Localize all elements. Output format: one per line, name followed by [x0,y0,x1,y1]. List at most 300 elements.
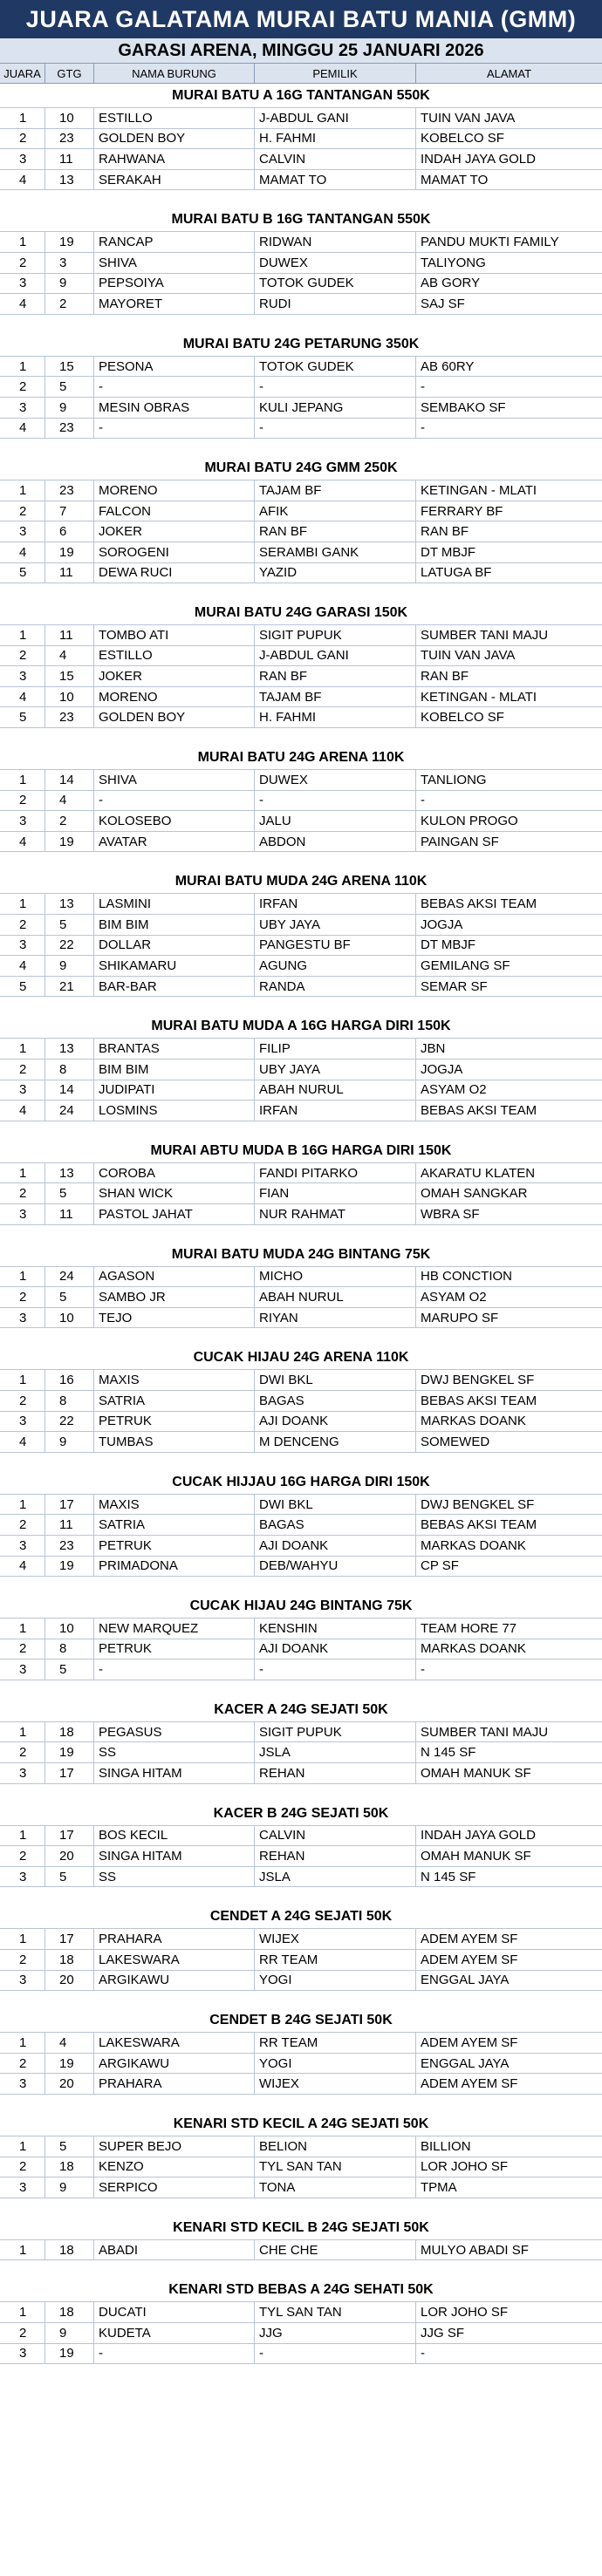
bird-name-cell: - [94,2344,255,2364]
table-row [0,2323,602,2344]
bird-name-cell: MAXIS [94,1495,255,1515]
owner-cell: PANGESTU BF [255,936,416,956]
gtg-cell: 23 [45,1536,94,1556]
owner-cell: BAGAS [255,1515,416,1535]
rank-cell: 1 [0,2302,45,2322]
address-cell: DT MBJF [421,544,476,560]
bird-name-cell: - [94,377,255,397]
table-row [0,1659,602,1680]
results-section [0,601,602,728]
address-cell: ASYAM O2 [421,1082,487,1098]
bird-name-cell: AGASON [94,1267,255,1287]
bird-name-cell: JUDIPATI [94,1080,255,1101]
gtg-cell: 5 [45,1183,94,1203]
gtg-cell: 24 [45,1267,94,1287]
rank-cell: 2 [0,1846,45,1866]
bird-name-cell: SERAKAH [94,170,255,190]
rank-cell: 2 [0,501,45,521]
gtg-cell: 5 [45,1659,94,1680]
rank-cell: 5 [0,977,45,997]
address-cell: PANDU MUKTI FAMILY [421,235,559,250]
address-cell: TPMA [421,2179,457,2195]
address-cell: LOR JOHO SF [421,2159,509,2175]
address-cell: KULON PROGO [421,814,518,829]
table-row [0,1950,602,1971]
address-cell: CP SF [421,1558,459,1574]
address-cell: BEBAS AKSI TEAM [421,1517,537,1533]
gtg-cell: 10 [45,108,94,128]
results-table [0,356,602,439]
rank-cell: 2 [0,1183,45,1203]
address-cell: HB CONCTION [421,1269,512,1285]
address-cell: BEBAS AKSI TEAM [421,1393,537,1408]
address-cell: N 145 SF [421,1869,476,1884]
rank-cell: 3 [0,1659,45,1680]
rank-cell: 1 [0,770,45,790]
address-cell: DWJ BENGKEL SF [421,1496,535,1512]
table-row [0,2033,602,2054]
address-cell: MARUPO SF [421,1310,499,1325]
owner-cell: DWI BKL [255,1370,416,1390]
gtg-cell: 4 [45,2033,94,2053]
table-row [0,1742,602,1763]
address-cell: TUIN VAN JAVA [421,110,516,126]
address-cell: FERRARY BF [421,503,503,519]
bird-name-cell: TUMBAS [94,1432,255,1452]
table-row [0,2074,602,2095]
results-section [0,1698,602,1784]
rank-cell: 2 [0,1742,45,1762]
rank-cell: 1 [0,894,45,914]
rank-cell: 3 [0,398,45,418]
results-section [0,1243,602,1329]
gtg-cell: 13 [45,170,94,190]
rank-cell: 4 [0,956,45,976]
address-cell: GEMILANG SF [421,958,510,974]
address-cell: BEBAS AKSI TEAM [421,896,537,912]
bird-name-cell: GOLDEN BOY [94,707,255,727]
rank-cell: 3 [0,2177,45,2198]
bird-name-cell: SERPICO [94,2177,255,2198]
results-section [0,208,602,314]
gtg-cell: 24 [45,1101,94,1121]
results-table [0,1494,602,1577]
table-row [0,542,602,563]
bird-name-cell: BAR-BAR [94,977,255,997]
rank-cell: 5 [0,707,45,727]
rank-cell: 1 [0,480,45,501]
rank-cell: 2 [0,915,45,935]
rank-cell: 2 [0,791,45,811]
results-section [0,456,602,583]
table-row [0,1101,602,1121]
gtg-cell: 23 [45,419,94,439]
gtg-cell: 14 [45,1080,94,1101]
owner-cell: DUWEX [255,253,416,273]
rank-cell: 3 [0,2344,45,2364]
bird-name-cell: - [94,419,255,439]
column-header-nama-burung: NAMA BURUNG [94,64,255,83]
bird-name-cell: PETRUK [94,1412,255,1432]
rank-cell: 1 [0,1495,45,1515]
bird-name-cell: JOKER [94,666,255,686]
rank-cell: 1 [0,108,45,128]
column-header-pemilik: PEMILIK [255,64,416,83]
table-row [0,1722,602,1743]
address-cell: DWJ BENGKEL SF [421,1373,535,1388]
table-row [0,956,602,977]
bird-name-cell: LAKESWARA [94,1950,255,1970]
gtg-cell: 18 [45,2302,94,2322]
owner-cell: RAN BF [255,521,416,542]
table-row [0,480,602,501]
table-row [0,1867,602,1888]
owner-cell: TAJAM BF [255,480,416,501]
results-table [0,2239,602,2261]
rank-cell: 1 [0,232,45,252]
section-title: MURAI BATU B 16G TANTANGAN 550K [171,212,431,228]
results-table [0,480,602,583]
address-cell: ADEM AYEM SF [421,1952,518,1967]
gtg-cell: 13 [45,894,94,914]
gtg-cell: 15 [45,666,94,686]
address-cell: JOGJA [421,1061,463,1077]
table-row [0,1495,602,1516]
owner-cell: H. FAHMI [255,129,416,149]
address-cell: N 145 SF [421,1745,476,1761]
results-section [0,332,602,439]
owner-cell: - [255,2344,416,2364]
rank-cell: 3 [0,1867,45,1887]
address-cell: BEBAS AKSI TEAM [421,1102,537,1118]
gtg-cell: 9 [45,2323,94,2343]
results-table [0,1721,602,1784]
bird-name-cell: SATRIA [94,1391,255,1411]
bird-name-cell: LOSMINS [94,1101,255,1121]
rank-cell: 1 [0,625,45,645]
table-row [0,501,602,522]
gtg-cell: 23 [45,707,94,727]
rank-cell: 4 [0,832,45,852]
results-table [0,107,602,190]
section-title: MURAI BATU 24G ARENA 110K [197,750,405,766]
address-cell: DT MBJF [421,937,476,953]
section-title: CUCAK HIJJAU 16G HARGA DIRI 150K [172,1474,430,1489]
bird-name-cell: MORENO [94,480,255,501]
results-section [0,1139,602,1225]
table-row [0,1826,602,1847]
rank-cell: 4 [0,542,45,562]
owner-cell: DUWEX [255,770,416,790]
gtg-cell: 15 [45,357,94,377]
bird-name-cell: RANCAP [94,232,255,252]
owner-cell: BELION [255,2136,416,2157]
bird-name-cell: MAYORET [94,294,255,314]
bird-name-cell: ARGIKAWU [94,1971,255,1991]
results-table [0,1038,602,1121]
address-cell: MARKAS DOANK [421,1641,526,1657]
bird-name-cell: ARGIKAWU [94,2054,255,2074]
rank-cell: 1 [0,2240,45,2260]
address-cell: MULYO ABADI SF [421,2242,529,2258]
owner-cell: - [255,419,416,439]
owner-cell: RAN BF [255,666,416,686]
rank-cell: 3 [0,1763,45,1783]
table-row [0,357,602,378]
gtg-cell: 2 [45,811,94,831]
rank-cell: 3 [0,1412,45,1432]
table-row [0,1060,602,1080]
gtg-cell: 7 [45,501,94,521]
owner-cell: TYL SAN TAN [255,2302,416,2322]
results-section [0,1594,602,1680]
bird-name-cell: PRAHARA [94,2074,255,2094]
rank-cell: 2 [0,2157,45,2177]
table-row [0,1432,602,1453]
rank-cell: 2 [0,2054,45,2074]
address-cell: - [421,793,425,808]
table-row [0,936,602,957]
table-row [0,170,602,191]
rank-cell: 1 [0,1267,45,1287]
address-cell: MARKAS DOANK [421,1537,526,1553]
bird-name-cell: SATRIA [94,1515,255,1535]
results-section [0,746,602,852]
owner-cell: WIJEX [255,1929,416,1949]
results-section [0,1905,602,1991]
bird-name-cell: TEJO [94,1308,255,1328]
owner-cell: JJG [255,2323,416,2343]
owner-cell: IRFAN [255,1101,416,1121]
gtg-cell: 19 [45,1557,94,1577]
gtg-cell: 9 [45,274,94,294]
address-cell: INDAH JAYA GOLD [421,151,536,167]
address-cell: RAN BF [421,669,469,685]
table-row [0,2344,602,2365]
owner-cell: SIGIT PUPUK [255,1722,416,1742]
address-cell: LATUGA BF [421,565,492,581]
rank-cell: 3 [0,1308,45,1328]
rank-cell: 2 [0,1287,45,1307]
bird-name-cell: SHIKAMARU [94,956,255,976]
column-header-gtg: GTG [45,64,94,83]
owner-cell: J-ABDUL GANI [255,108,416,128]
bird-name-cell: JOKER [94,521,255,542]
owner-cell: UBY JAYA [255,1060,416,1080]
table-row [0,2177,602,2198]
table-row [0,1267,602,1288]
owner-cell: KENSHIN [255,1619,416,1639]
page-subtitle: GARASI ARENA, MINGGU 25 JANUARI 2026 [0,38,602,64]
results-table [0,1266,602,1329]
address-cell: PAINGAN SF [421,834,499,849]
owner-cell: AFIK [255,501,416,521]
rank-cell: 4 [0,1101,45,1121]
address-cell: OMAH MANUK SF [421,1765,531,1781]
owner-cell: ABDON [255,832,416,852]
bird-name-cell: SOROGENI [94,542,255,562]
gtg-cell: 8 [45,1391,94,1411]
gtg-cell: 17 [45,1495,94,1515]
gtg-cell: 5 [45,1867,94,1887]
owner-cell: AJI DOANK [255,1536,416,1556]
gtg-cell: 13 [45,1039,94,1059]
bird-name-cell: KUDETA [94,2323,255,2343]
table-row [0,1080,602,1101]
owner-cell: AJI DOANK [255,1639,416,1659]
bird-name-cell: BIM BIM [94,1060,255,1080]
owner-cell: RIYAN [255,1308,416,1328]
results-table [0,1928,602,1991]
owner-cell: FILIP [255,1039,416,1059]
results-section [0,2216,602,2261]
results-table [0,769,602,852]
table-row [0,521,602,542]
results-table [0,1369,602,1452]
bird-name-cell: SS [94,1867,255,1887]
gtg-cell: 4 [45,791,94,811]
results-section [0,1470,602,1577]
rank-cell: 1 [0,2136,45,2157]
rank-cell: 1 [0,357,45,377]
owner-cell: JSLA [255,1867,416,1887]
table-row [0,1619,602,1639]
gtg-cell: 11 [45,625,94,645]
gtg-cell: 10 [45,1308,94,1328]
owner-cell: DEB/WAHYU [255,1557,416,1577]
gtg-cell: 5 [45,915,94,935]
rank-cell: 3 [0,1080,45,1101]
gtg-cell: 14 [45,770,94,790]
gtg-cell: 19 [45,232,94,252]
address-cell: LOR JOHO SF [421,2305,509,2320]
gtg-cell: 19 [45,542,94,562]
address-cell: KETINGAN - MLATI [421,482,537,498]
rank-cell: 3 [0,149,45,169]
section-title: KENARI STD BEBAS A 24G SEHATI 50K [168,2282,434,2298]
results-section [0,2008,602,2095]
bird-name-cell: MAXIS [94,1370,255,1390]
rank-cell: 3 [0,1971,45,1991]
section-title: MURAI BATU A 16G TANTANGAN 550K [172,88,430,103]
gtg-cell: 18 [45,1950,94,1970]
owner-cell: BAGAS [255,1391,416,1411]
bird-name-cell: SUPER BEJO [94,2136,255,2157]
section-title: MURAI BATU MUDA 24G ARENA 110K [174,874,428,889]
table-row [0,1183,602,1204]
table-row [0,977,602,998]
address-cell: ADEM AYEM SF [421,2076,518,2092]
gtg-cell: 23 [45,480,94,501]
rank-cell: 3 [0,1204,45,1224]
gtg-cell: 11 [45,1204,94,1224]
address-cell: ADEM AYEM SF [421,2035,518,2051]
owner-cell: NUR RAHMAT [255,1204,416,1224]
gtg-cell: 10 [45,687,94,707]
owner-cell: IRFAN [255,894,416,914]
address-cell: SUMBER TANI MAJU [421,627,549,643]
table-row [0,1557,602,1578]
bird-name-cell: PASTOL JAHAT [94,1204,255,1224]
gtg-cell: 19 [45,2054,94,2074]
owner-cell: CALVIN [255,149,416,169]
table-row [0,894,602,915]
owner-cell: MAMAT TO [255,170,416,190]
owner-cell: FANDI PITARKO [255,1163,416,1183]
table-row [0,1846,602,1867]
owner-cell: TONA [255,2177,416,2198]
section-title: KENARI STD KECIL A 24G SEJATI 50K [173,2116,429,2131]
address-cell: - [421,379,425,395]
bird-name-cell: SAMBO JR [94,1287,255,1307]
table-row [0,1515,602,1536]
gtg-cell: 4 [45,646,94,666]
owner-cell: KULI JEPANG [255,398,416,418]
gtg-cell: 17 [45,1826,94,1846]
results-table [0,893,602,997]
table-row [0,791,602,812]
owner-cell: AJI DOANK [255,1412,416,1432]
address-cell: WBRA SF [421,1206,480,1222]
section-title: CENDET B 24G SEJATI 50K [209,2013,393,2028]
table-row [0,915,602,936]
address-cell: SOMEWED [421,1434,490,1449]
section-title: KENARI STD KECIL B 24G SEJATI 50K [173,2219,429,2235]
owner-cell: SIGIT PUPUK [255,625,416,645]
results-section [0,1802,602,1888]
table-row [0,2054,602,2075]
table-row [0,1370,602,1391]
gtg-cell: 5 [45,377,94,397]
address-cell: KOBELCO SF [421,710,504,726]
table-row [0,1971,602,1992]
table-row [0,253,602,274]
results-table [0,2032,602,2095]
page-title: JUARA GALATAMA MURAI BATU MANIA (GMM) [0,0,602,38]
gtg-cell: 5 [45,1287,94,1307]
address-cell: JBN [421,1041,446,1057]
bird-name-cell: PESONA [94,357,255,377]
results-body [0,84,602,2364]
owner-cell: WIJEX [255,2074,416,2094]
rank-cell: 4 [0,419,45,439]
owner-cell: AGUNG [255,956,416,976]
rank-cell: 3 [0,521,45,542]
owner-cell: M DENCENG [255,1432,416,1452]
owner-cell: RANDA [255,977,416,997]
bird-name-cell: DUCATI [94,2302,255,2322]
table-row [0,1308,602,1329]
address-cell: SUMBER TANI MAJU [421,1724,549,1740]
results-section [0,84,602,190]
bird-name-cell: AVATAR [94,832,255,852]
column-header [0,64,602,84]
gtg-cell: 17 [45,1763,94,1783]
section-title: CUCAK HIJAU 24G ARENA 110K [193,1350,409,1366]
bird-name-cell: BOS KECIL [94,1826,255,1846]
bird-name-cell: SS [94,1742,255,1762]
bird-name-cell: COROBA [94,1163,255,1183]
rank-cell: 3 [0,274,45,294]
rank-cell: 1 [0,1163,45,1183]
rank-cell: 1 [0,1722,45,1742]
address-cell: AB GORY [421,276,481,291]
owner-cell: REHAN [255,1763,416,1783]
owner-cell: YOGI [255,2054,416,2074]
bird-name-cell: KOLOSEBO [94,811,255,831]
address-cell: ENGGAL JAYA [421,1973,510,1988]
column-header-alamat: ALAMAT [486,66,532,80]
